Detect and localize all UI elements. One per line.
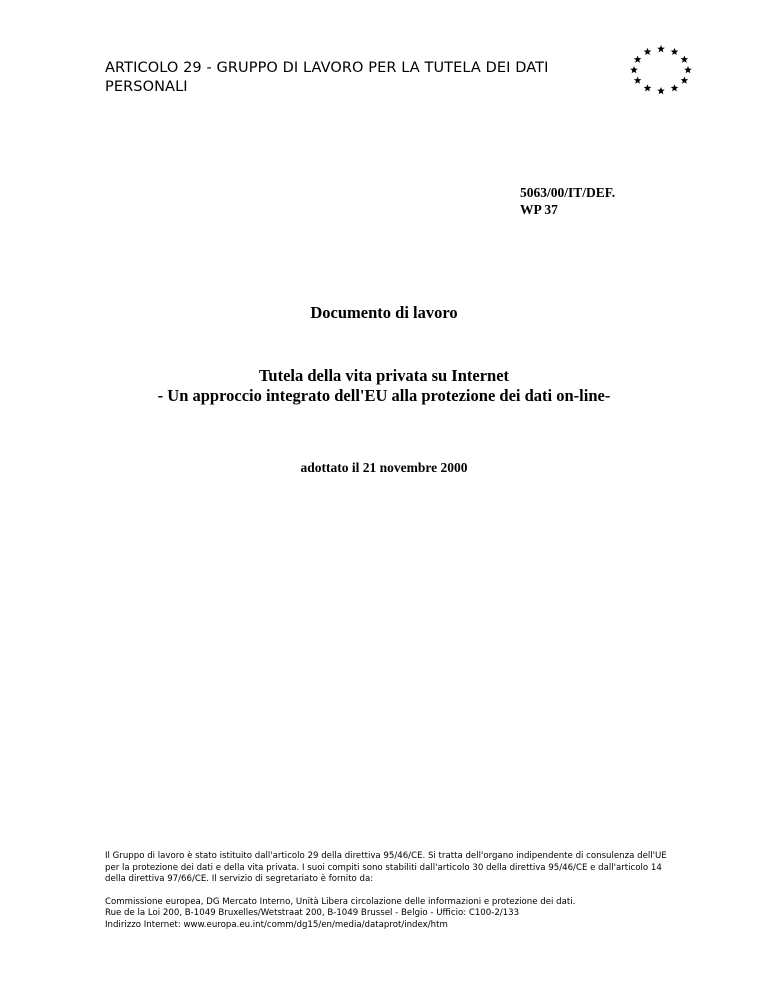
footer-notes — [105, 851, 705, 931]
footer-line-6: Indirizzo Internet: www.europa.eu.int/comm/dg15/en/media/dataprot/index/htm — [105, 919, 448, 930]
page-header-title — [105, 59, 605, 97]
eu-stars-icon — [627, 44, 695, 96]
document-title — [0, 366, 768, 406]
document-title-line-1: Tutela della vita privata su Internet — [258, 366, 510, 385]
footer-line-1: Il Gruppo di lavoro è stato istituito dall'articolo 29 della direttiva 95/46/CE. Si tratta dell'organo indipendente di consulenza dell'UE — [105, 851, 667, 861]
header-title-line-2: PERSONALI — [105, 79, 188, 95]
star-icon — [644, 48, 652, 55]
document-reference — [520, 184, 615, 218]
footer-line-4: Commissione europea, DG Mercato Interno, Unità Libera circolazione delle informazioni e protezione dei dati. — [105, 896, 576, 907]
star-icon — [684, 66, 692, 73]
star-icon — [657, 87, 665, 94]
reference-wp: WP 37 — [520, 202, 558, 217]
star-icon — [681, 56, 689, 63]
header-title-line-1: ARTICOLO 29 - GRUPPO DI LAVORO PER LA TUTELA DEI DATI — [105, 60, 549, 76]
adoption-date: adottato il 21 novembre 2000 — [300, 460, 468, 475]
star-icon — [634, 77, 642, 84]
star-icon — [681, 77, 689, 84]
star-icon — [657, 45, 665, 52]
footer-spacer — [105, 886, 705, 897]
footer-line-2: per la protezione dei dati e della vita privata. I suoi compiti sono stabiliti dall'articolo 30 della direttiva 95/46/CE e dall'articolo 14 — [105, 862, 662, 873]
star-icon — [634, 56, 642, 63]
document-title-line-2: - Un approccio integrato dell'EU alla protezione dei dati on-line- — [157, 386, 611, 405]
reference-code: 5063/00/IT/DEF. — [520, 185, 616, 200]
footer-line-5: Rue de la Loi 200, B-1049 Bruxelles/Wetstraat 200, B-1049 Brussel - Belgio - Ufficio: C100-2/133 — [105, 908, 520, 918]
star-icon — [671, 84, 679, 91]
document-type: Documento di lavoro — [310, 303, 458, 322]
star-icon — [630, 66, 638, 73]
star-icon — [644, 84, 652, 91]
star-icon — [671, 48, 679, 55]
footer-line-3: della direttiva 97/66/CE. Il servizio di segretariato è fornito da: — [105, 874, 374, 884]
